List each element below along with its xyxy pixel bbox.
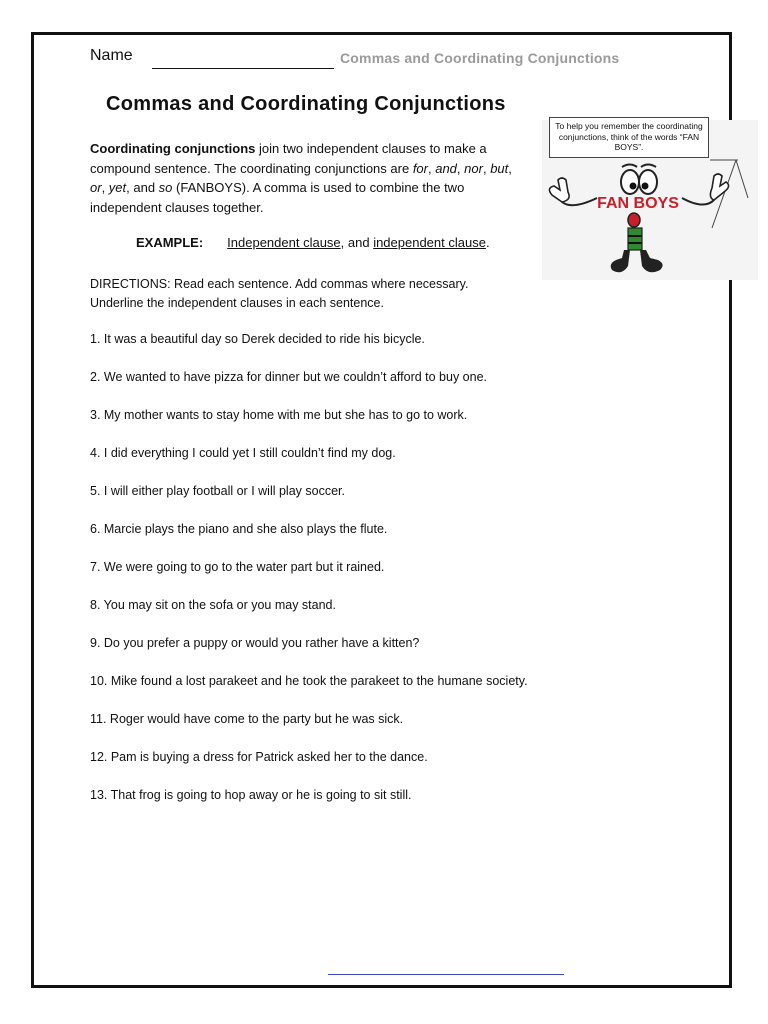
footer-link-line[interactable] bbox=[328, 974, 564, 975]
example-label: EXAMPLE: bbox=[136, 235, 204, 250]
sentence-item: 1. It was a beautiful day so Derek decided to ride his bicycle. bbox=[90, 332, 425, 346]
intro-paragraph: Coordinating conjunctions join two independent clauses to make a compound sentence. The coordinating conjunctions are for, and, nor, but, or, yet, and so (FANBOYS). A comma is used to combine the two independent clauses together. bbox=[90, 141, 512, 215]
left-eye-icon bbox=[621, 170, 639, 194]
example-clause-2: independent clause bbox=[373, 235, 486, 250]
fanboys-callout-box: To help you remember the coordinating conjunctions, think of the words “FAN BOYS”. bbox=[549, 117, 709, 158]
directions-label: DIRECTIONS bbox=[90, 277, 168, 291]
page-title: Commas and Coordinating Conjunctions bbox=[106, 93, 506, 115]
running-header-title: Commas and Coordinating Conjunctions bbox=[340, 50, 620, 66]
mascot-word: FAN BOYS bbox=[597, 195, 679, 212]
right-eye-icon bbox=[639, 170, 657, 194]
example-clause-1: Independent clause bbox=[227, 235, 341, 250]
sentence-item: 13. That frog is going to hop away or he is going to sit still. bbox=[90, 788, 412, 802]
sentence-item: 6. Marcie plays the piano and she also plays the flute. bbox=[90, 522, 388, 536]
sentence-item: 2. We wanted to have pizza for dinner but we couldn’t afford to buy one. bbox=[90, 370, 488, 384]
sentence-item: 9. Do you prefer a puppy or would you rather have a kitten? bbox=[90, 636, 420, 650]
directions-paragraph: DIRECTIONS: Read each sentence. Add commas where necessary. Underline the independent clauses in each sentence. bbox=[90, 277, 469, 310]
sentence-item: 4. I did everything I could yet I still couldn’t find my dog. bbox=[90, 446, 396, 460]
sentence-item: 7. We were going to go to the water part but it rained. bbox=[90, 560, 385, 574]
sentence-item: 8. You may sit on the sofa or you may stand. bbox=[90, 598, 336, 612]
name-label: Name bbox=[90, 47, 133, 64]
sentence-item: 11. Roger would have come to the party but he was sick. bbox=[90, 712, 404, 726]
name-input-line[interactable] bbox=[152, 68, 334, 69]
sentence-item: 3. My mother wants to stay home with me but she has to go to work. bbox=[90, 408, 468, 422]
sentence-item: 12. Pam is buying a dress for Patrick asked her to the dance. bbox=[90, 750, 428, 764]
mouth-icon bbox=[628, 213, 640, 227]
body-icon bbox=[628, 228, 642, 250]
sentence-item: 10. Mike found a lost parakeet and he took the parakeet to the humane society. bbox=[90, 674, 528, 688]
sentence-item: 5. I will either play football or I will play soccer. bbox=[90, 484, 345, 498]
intro-term: Coordinating conjunctions bbox=[90, 141, 256, 156]
example-line: EXAMPLE: Independent clause, and independent clause. bbox=[136, 235, 490, 250]
